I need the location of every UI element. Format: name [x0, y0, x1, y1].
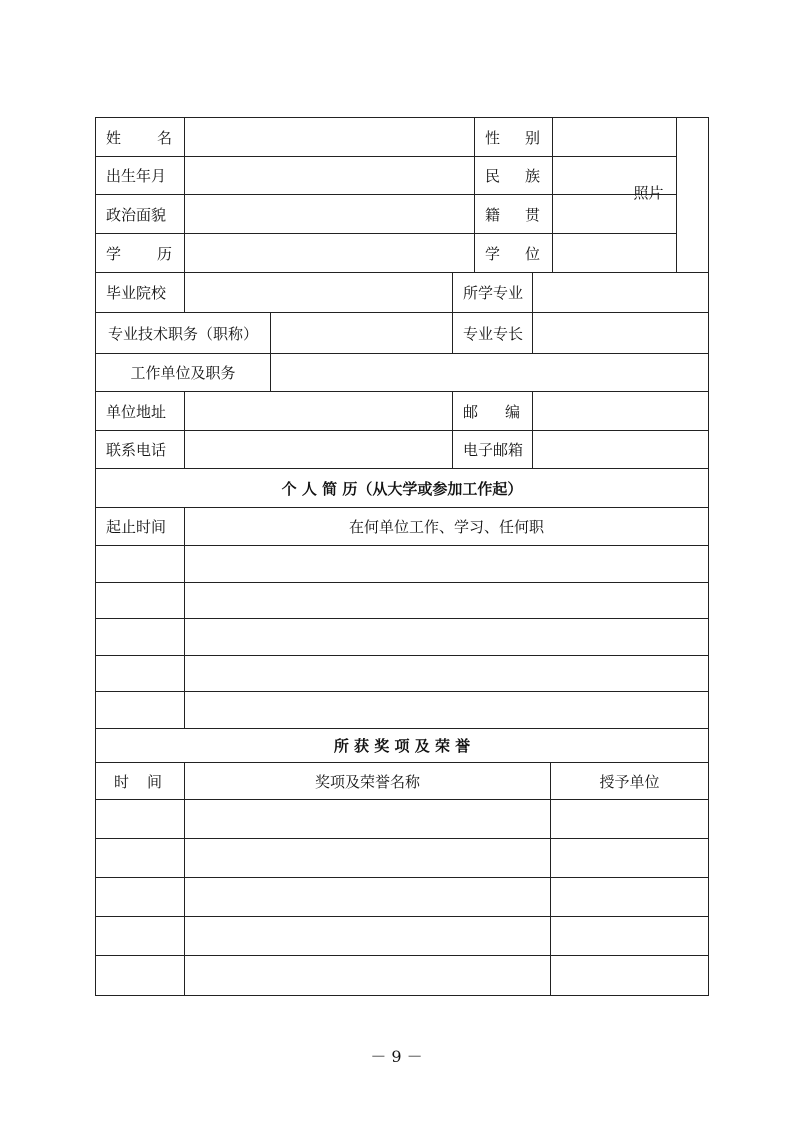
honors-row-2-time[interactable] [96, 839, 185, 878]
resume-row-1-time[interactable] [96, 546, 185, 583]
professional-title-label: 专业技术职务（职称） [96, 313, 271, 354]
gender-label [475, 118, 553, 157]
honors-row-4-name[interactable] [185, 917, 551, 956]
education-label-char-2: 历 [156, 244, 172, 263]
honors-row-3-time[interactable] [96, 878, 185, 917]
degree-label-char-1: 学 [485, 244, 501, 263]
native-place-label [475, 195, 553, 234]
education-field[interactable] [185, 234, 475, 273]
name-label-char-1: 姓 [106, 128, 122, 147]
registration-form-table [95, 117, 709, 996]
honors-row-1-unit[interactable] [551, 800, 708, 839]
address-label: 单位地址 [96, 392, 185, 431]
gender-label-char-1: 性 [485, 128, 501, 147]
school-field[interactable] [185, 273, 453, 313]
page-number: － 9 － [370, 1047, 423, 1066]
native-place-field[interactable] [553, 195, 677, 234]
phone-label: 联系电话 [96, 431, 185, 469]
resume-row-3-description[interactable] [185, 619, 708, 656]
honors-name-column-header: 奖项及荣誉名称 [185, 763, 551, 800]
professional-title-field[interactable] [271, 313, 453, 354]
birth-label: 出生年月 [96, 157, 185, 195]
honors-row-1-time[interactable] [96, 800, 185, 839]
resume-row-5-description[interactable] [185, 692, 708, 729]
resume-time-column-header: 起止时间 [96, 508, 185, 546]
native-place-label-char-1: 籍 [485, 205, 501, 224]
postcode-label-char-2: 编 [504, 402, 520, 421]
honors-row-3-unit[interactable] [551, 878, 708, 917]
degree-label-char-2: 位 [524, 244, 540, 263]
postcode-label [453, 392, 533, 431]
address-field[interactable] [185, 392, 453, 431]
honors-time-char-2: 间 [146, 772, 162, 791]
resume-row-2-description[interactable] [185, 583, 708, 619]
resume-row-5-time[interactable] [96, 692, 185, 729]
ethnicity-label-char-1: 民 [485, 167, 501, 185]
name-label [96, 118, 185, 157]
honors-time-char-1: 时 [114, 772, 130, 791]
political-status-field[interactable] [185, 195, 475, 234]
resume-row-1-description[interactable] [185, 546, 708, 583]
resume-row-3-time[interactable] [96, 619, 185, 656]
email-field[interactable] [533, 431, 708, 469]
honors-row-2-name[interactable] [185, 839, 551, 878]
ethnicity-field[interactable] [553, 157, 677, 195]
honors-row-5-unit[interactable] [551, 956, 708, 995]
political-status-label: 政治面貌 [96, 195, 185, 234]
postcode-label-char-1: 邮 [463, 402, 479, 421]
major-label: 所学专业 [453, 273, 533, 313]
education-label [96, 234, 185, 273]
gender-label-char-2: 别 [524, 128, 540, 147]
postcode-field[interactable] [533, 392, 708, 431]
honors-row-1-name[interactable] [185, 800, 551, 839]
email-label: 电子邮箱 [453, 431, 533, 469]
honors-section-heading: 所 获 奖 项 及 荣 誉 [96, 729, 708, 763]
honors-row-2-unit[interactable] [551, 839, 708, 878]
employer-position-field[interactable] [271, 354, 708, 392]
honors-row-4-time[interactable] [96, 917, 185, 956]
photo-label: 照片 [633, 183, 664, 202]
specialty-label: 专业专长 [453, 313, 533, 354]
name-field[interactable] [185, 118, 475, 157]
phone-field[interactable] [185, 431, 453, 469]
school-label: 毕业院校 [96, 273, 185, 313]
resume-row-4-description[interactable] [185, 656, 708, 692]
honors-row-5-time[interactable] [96, 956, 185, 995]
degree-label [475, 234, 553, 273]
honors-time-column-header [96, 763, 185, 800]
honors-unit-column-header: 授予单位 [551, 763, 708, 800]
ethnicity-label-char-2: 族 [524, 167, 540, 185]
degree-field[interactable] [553, 234, 677, 273]
specialty-field[interactable] [533, 313, 708, 354]
resume-row-2-time[interactable] [96, 583, 185, 619]
education-label-char-1: 学 [106, 244, 122, 263]
birth-field[interactable] [185, 157, 475, 195]
resume-description-column-header: 在何单位工作、学习、任何职 [185, 508, 708, 546]
employer-position-label: 工作单位及职务 [96, 354, 271, 392]
major-field[interactable] [533, 273, 708, 313]
honors-row-5-name[interactable] [185, 956, 551, 995]
resume-row-4-time[interactable] [96, 656, 185, 692]
honors-row-3-name[interactable] [185, 878, 551, 917]
honors-row-4-unit[interactable] [551, 917, 708, 956]
native-place-label-char-2: 贯 [524, 205, 540, 224]
ethnicity-label [475, 157, 553, 195]
resume-section-heading: 个 人 简 历（从大学或参加工作起） [96, 469, 708, 508]
name-label-char-2: 名 [156, 128, 172, 147]
